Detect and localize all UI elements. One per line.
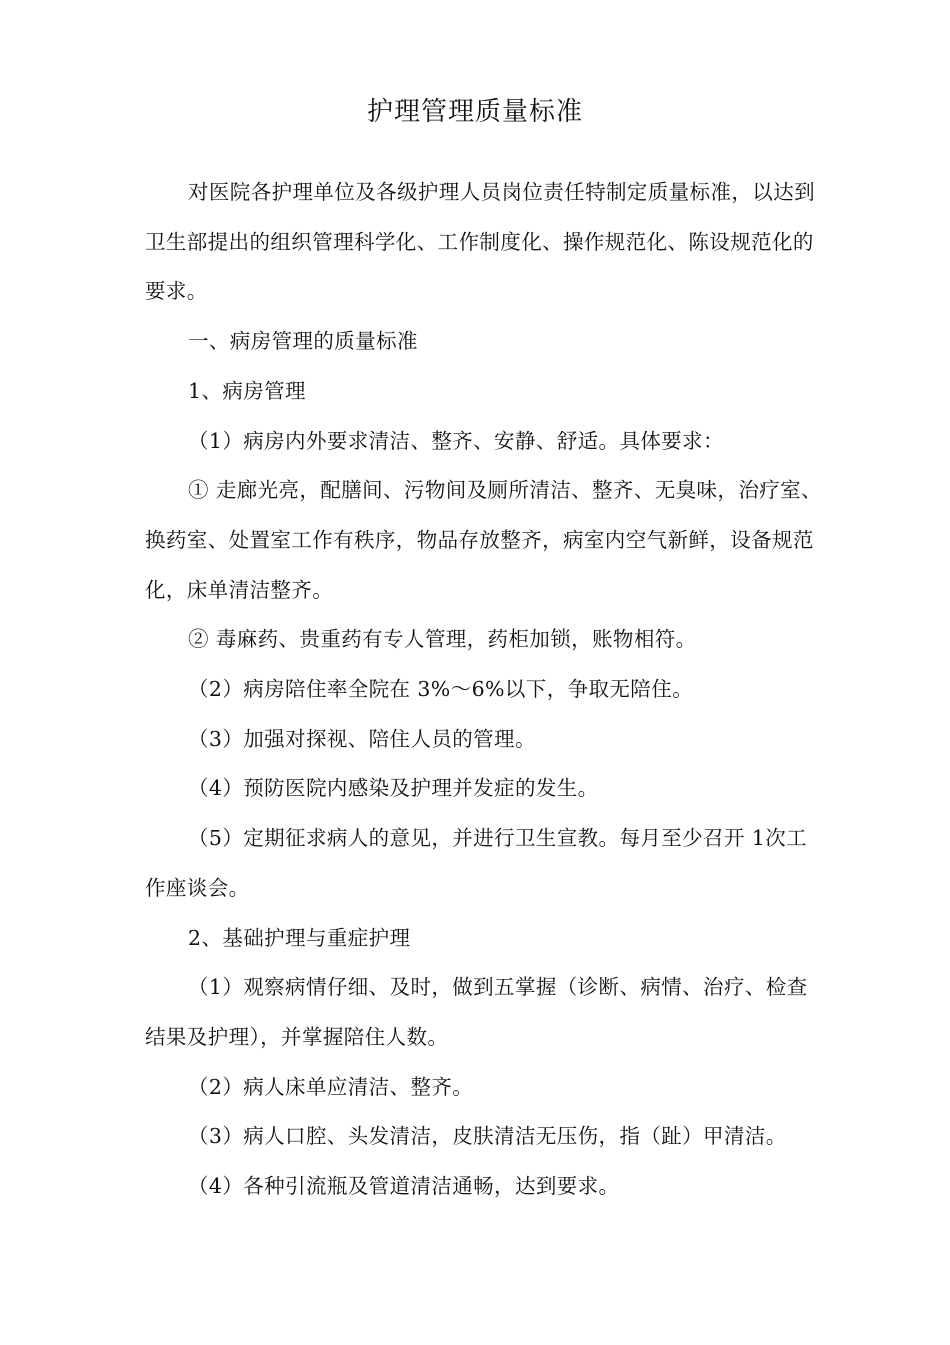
list-item-care-3: （3）病人口腔、头发清洁，皮肤清洁无压伤，指（趾）甲清洁。 — [188, 1124, 787, 1149]
list-item-care-4: （4）各种引流瓶及管道清洁通畅，达到要求。 — [188, 1174, 620, 1199]
subsection-heading-ward-management: 1、病房管理 — [188, 378, 306, 403]
paragraph-intro: 对医院各护理单位及各级护理人员岗位责任特制定质量标准，以达到卫生部提出的组织管理科学化、工作制度化、操作规范化、陈设规范化的要求。 — [145, 180, 815, 304]
list-item-3: （3）加强对探视、陪住人员的管理。 — [188, 726, 536, 751]
list-item-5: （5）定期征求病人的意见，并进行卫生宣教。每月至少召开 1次工作座谈会。 — [145, 826, 807, 900]
document-body — [145, 168, 825, 1212]
list-item-2: （2）病房陪住率全院在 3%～6%以下，争取无陪住。 — [188, 677, 694, 702]
list-subitem-1: ① 走廊光亮，配膳间、污物间及厕所清洁、整齐、无臭味，治疗室、换药室、处置室工作有秩序，物品存放整齐，病室内空气新鲜，设备规范化，床单清洁整齐。 — [145, 478, 822, 602]
document-title: 护理管理质量标准 — [366, 97, 583, 127]
list-item-4: （4）预防医院内感染及护理并发症的发生。 — [188, 776, 599, 801]
section-heading-ward-quality: 一、病房管理的质量标准 — [188, 329, 418, 354]
list-item-care-2: （2）病人床单应清洁、整齐。 — [188, 1074, 474, 1099]
list-item-care-1: （1）观察病情仔细、及时，做到五掌握（诊断、病情、治疗、检查结果及护理），并掌握陪住人数。 — [145, 975, 808, 1049]
subsection-heading-basic-care: 2、基础护理与重症护理 — [188, 925, 411, 950]
list-subitem-2: ② 毒麻药、贵重药有专人管理，药柜加锁，账物相符。 — [188, 627, 697, 652]
list-item-1: （1）病房内外要求清洁、整齐、安静、舒适。具体要求： — [188, 428, 724, 453]
